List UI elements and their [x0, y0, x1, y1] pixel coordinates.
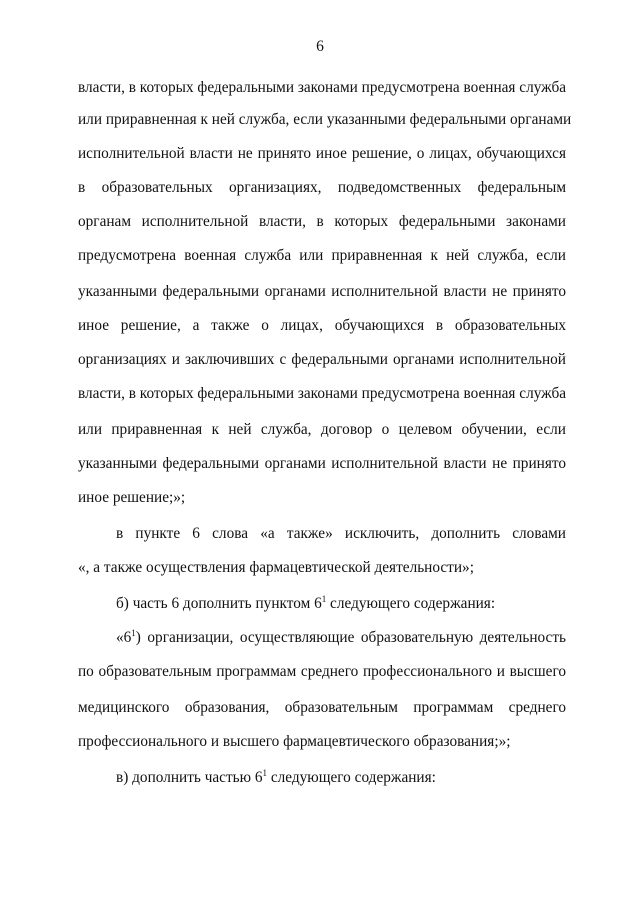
- text-segment: б) часть 6 дополнить пунктом 6: [116, 595, 322, 612]
- text-line-5: органам исполнительной власти, в которых федеральными законами: [78, 213, 566, 230]
- text-line-19: медицинского образования, образовательным программам среднего: [78, 699, 566, 716]
- text-line-12: указанными федеральными органами исполнительной власти не принято: [78, 455, 566, 472]
- superscript: 1: [131, 628, 136, 638]
- text-segment: в) дополнить частью 6: [116, 769, 263, 786]
- text-line-14: в пункте 6 слова «а также» исключить, дополнить словами: [116, 525, 566, 542]
- text-line-7: указанными федеральными органами исполнительной власти не принято: [78, 283, 566, 300]
- text-line-11: или приравненная к ней служба, договор о целевом обучении, если: [78, 421, 566, 438]
- page-number: 6: [316, 38, 324, 55]
- superscript: 1: [262, 768, 268, 778]
- superscript: 1: [321, 594, 327, 604]
- text-segment: ) организации, осуществляющие образовательную деятельность: [135, 629, 566, 646]
- text-line-3: исполнительной власти не принято иное решение, о лицах, обучающихся: [78, 145, 566, 162]
- text-segment: следующего содержания:: [326, 595, 496, 612]
- text-line-9: организациях и заключивших с федеральными органами исполнительной: [78, 351, 566, 368]
- text-line-18: по образовательным программам среднего профессионального и высшего: [78, 663, 566, 680]
- text-line-1: власти, в которых федеральными законами предусмотрена военная служба: [78, 79, 567, 96]
- text-line-2: или приравненная к ней служба, если указанными федеральными органами: [78, 111, 572, 128]
- text-line-17: [116, 628, 566, 648]
- text-line-20: профессионального и высшего фармацевтического образования;»;: [78, 733, 511, 750]
- text-line-4: в образовательных организациях, подведомственных федеральным: [78, 179, 566, 196]
- text-segment: следующего содержания:: [267, 769, 436, 786]
- text-segment: «6: [116, 629, 132, 646]
- text-line-10: власти, в которых федеральными законами предусмотрена военная служба: [78, 385, 567, 402]
- text-line-6: предусмотрена военная служба или приравненная к ней служба, если: [78, 247, 566, 264]
- text-line-15: «, а также осуществления фармацевтической деятельности»;: [78, 559, 474, 576]
- text-line-16: [116, 594, 566, 614]
- text-line-8: иное решение, а также о лицах, обучающихся в образовательных: [78, 317, 566, 334]
- text-line-21: [116, 768, 566, 788]
- text-line-13: иное решение;»;: [78, 489, 186, 506]
